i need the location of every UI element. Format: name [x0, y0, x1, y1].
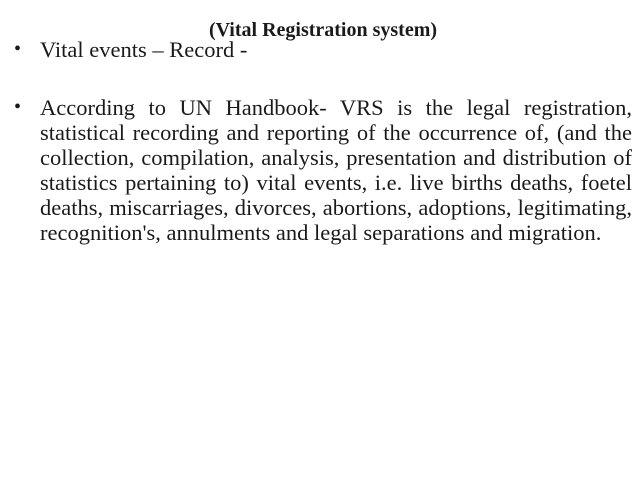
bullet-icon: • [14, 38, 22, 60]
bullet-list [14, 37, 632, 245]
slide-title: (Vital Registration system) [208, 19, 438, 41]
bullet-icon: • [14, 96, 22, 118]
bullet-text: Vital events – Record - [40, 37, 248, 62]
bullet-item-un-handbook-definition [14, 95, 632, 245]
bullet-text: According to UN Handbook- VRS is the legal registration, statistical recording and reporting of the occurrence of, (and the collection, compilation, analysis, presentation and distribution of statistics pertaining to) vital events, i.e. live births deaths, foetel deaths, miscarriages, divorces, abortions, adoptions, legitimating, recognition's, annulments and legal separations and migration. [40, 95, 632, 245]
bullet-item-vital-events [14, 37, 632, 62]
